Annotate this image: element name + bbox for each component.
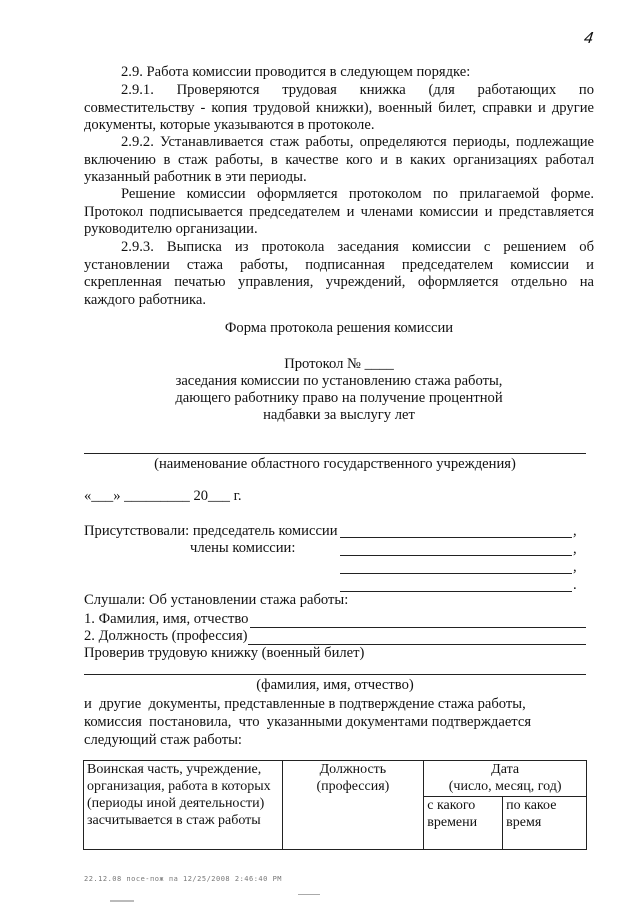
paragraph-2-9-2-text: 2.9.2. Устанавливается стаж работы, определяются периоды, подлежащие включению в стаж работы, в качестве кого и в каких организациях работал указанный работник в эти периоды. <box>84 134 594 185</box>
header-position-line2: (профессия) <box>316 779 390 794</box>
header-date <box>424 761 587 797</box>
chairman-field-end: , <box>573 523 577 539</box>
paragraph-2-9-1-rest: совместительству - копия трудовой книжки), военный билет, справки и другие документы, которые указываются в протоколе. <box>84 99 594 133</box>
member-field-3-end: . <box>573 577 577 593</box>
members-label: члены комиссии: <box>190 540 296 556</box>
print-stamp: 22.12.08 посе-пож па 12/25/2008 2:46:40 PM <box>84 875 283 883</box>
position-label: 2. Должность (профессия) <box>84 628 248 644</box>
paragraph-decision <box>84 186 594 239</box>
checked-label: Проверив трудовую книжку (военный билет) <box>84 645 365 661</box>
scan-smudge <box>110 900 134 902</box>
member-field-1-end: , <box>573 541 577 557</box>
protocol-subtitle-2: дающего работнику право на получение процентной <box>175 390 503 406</box>
heard-label: Слушали: Об установлении стажа работы: <box>84 592 349 608</box>
section-heading-2-9 <box>84 64 594 82</box>
fio-caption: (фамилия, имя, отчество) <box>256 677 414 693</box>
paragraph-2-9-1-line1: 2.9.1. Проверяются трудовая книжка (для работающих по <box>121 82 594 98</box>
protocol-number-label: Протокол № ____ <box>284 356 394 372</box>
member-field-3[interactable] <box>340 591 572 592</box>
fio-field[interactable] <box>250 627 586 628</box>
checked-fio-field[interactable] <box>84 674 586 675</box>
protocol-subtitle-3: надбавки за выслугу лет <box>263 407 415 423</box>
decision-line-2: комиссия постановила, что указанными документами подтверждается <box>84 714 532 730</box>
scan-smudge <box>298 894 320 895</box>
decision-line-3: следующий стаж работы: <box>84 732 242 748</box>
paragraph-2-9-3 <box>84 239 594 309</box>
header-position <box>282 761 424 850</box>
paragraph-decision-text: Решение комиссии оформляется протоколом по прилагаемой форме. Протокол подписывается председателем и членами комиссии и представляется руководителю организации. <box>84 186 594 237</box>
member-field-2[interactable] <box>340 573 572 574</box>
member-field-1[interactable] <box>340 555 572 556</box>
header-date-to: по какое время <box>503 797 587 850</box>
fio-label: 1. Фамилия, имя, отчество <box>84 611 249 627</box>
protocol-subtitle-1: заседания комиссии по установлению стажа работы, <box>175 373 503 389</box>
paragraph-2-9-1 <box>84 82 594 135</box>
decision-line-1: и другие документы, представленные в подтверждение стажа работы, <box>84 696 526 712</box>
header-organization: Воинская часть, учреждение, организация, работа в которых (периоды иной деятельности) засчитывается в стаж работы <box>84 761 283 850</box>
member-field-2-end: , <box>573 559 577 575</box>
work-experience-table <box>83 760 587 850</box>
institution-name-field[interactable] <box>84 453 586 454</box>
present-label: Присутствовали: председатель комиссии <box>84 523 338 539</box>
form-title: Форма протокола решения комиссии <box>224 320 454 336</box>
header-date-line2: (число, месяц, год) <box>448 779 562 794</box>
institution-caption: (наименование областного государственного учреждения) <box>154 456 516 472</box>
paragraph-2-9-3-text: 2.9.3. Выписка из протокола заседания комиссии с решением об установлении стажа работы, подписанная председателем комиссии и скрепленная печатью управления, учреждений, оформляется отдельно на каждого работника. <box>84 239 594 308</box>
header-position-line1: Должность <box>319 762 387 777</box>
page-number: 4 <box>582 30 595 47</box>
header-date-from: с какого времени <box>424 797 503 850</box>
chairman-field[interactable] <box>340 537 572 538</box>
header-date-line1: Дата <box>491 762 520 777</box>
paragraph-2-9-2 <box>84 134 594 187</box>
date-field[interactable]: «___» _________ 20___ г. <box>84 488 242 504</box>
section-heading-text: 2.9. Работа комиссии проводится в следующем порядке: <box>121 64 471 80</box>
